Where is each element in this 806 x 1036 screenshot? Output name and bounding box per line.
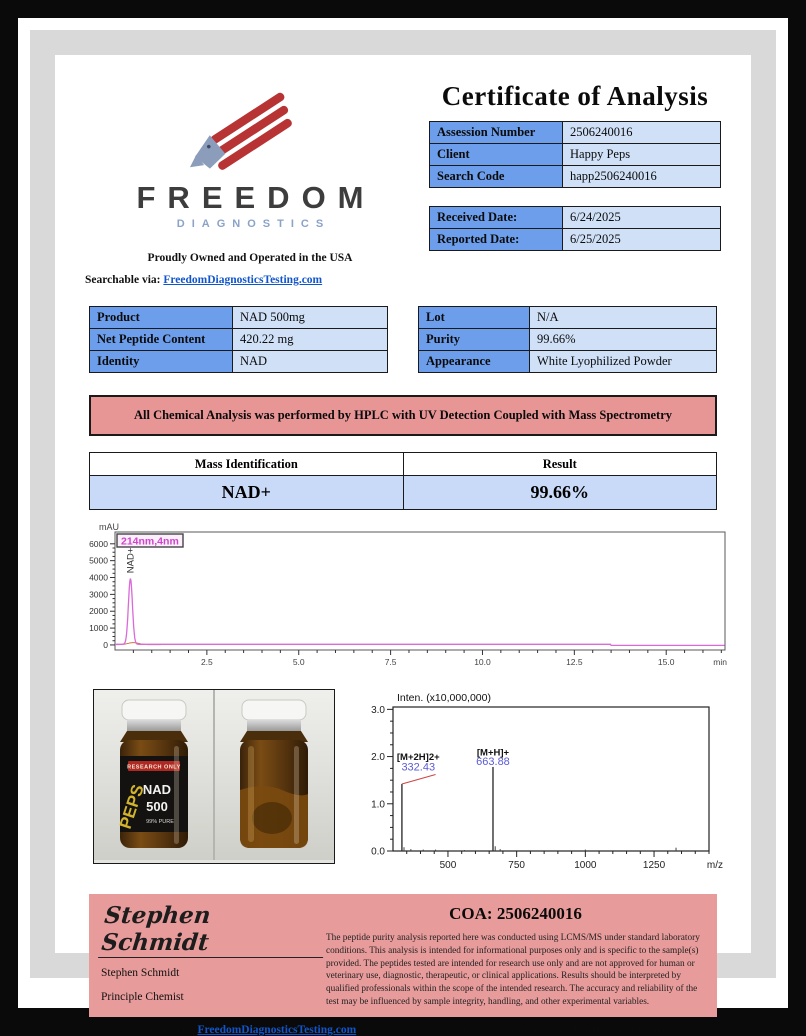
svg-text:mAU: mAU — [99, 522, 119, 532]
vial-product-name: NAD — [142, 782, 172, 797]
table-value-cell: 6/25/2025 — [563, 229, 721, 251]
peak-mz-value: 332.43 — [401, 761, 436, 774]
table-value-cell: 420.22 mg — [233, 329, 388, 351]
signature-column — [101, 902, 326, 1009]
table-value-cell: 6/24/2025 — [563, 207, 721, 229]
svg-text:0.0: 0.0 — [371, 846, 385, 858]
table-label-cell: Net Peptide Content — [90, 329, 233, 351]
mass-spectrum-section — [357, 689, 725, 882]
table-header-row — [90, 453, 717, 476]
svg-text:1.0: 1.0 — [371, 799, 385, 811]
table-label-cell: Search Code — [430, 166, 563, 188]
date-table — [429, 206, 721, 251]
table-row — [419, 351, 717, 373]
table-value-cell: happ2506240016 — [563, 166, 721, 188]
table-label-cell: Appearance — [419, 351, 530, 373]
footer — [85, 1024, 721, 1036]
eagle-logo-icon — [175, 85, 325, 173]
table-value-cell: NAD 500mg — [233, 307, 388, 329]
svg-text:3.0: 3.0 — [371, 704, 385, 716]
table-label-cell: Lot — [419, 307, 530, 329]
svg-text:7.5: 7.5 — [384, 657, 397, 667]
product-tables — [85, 306, 721, 373]
coa-column — [326, 902, 705, 1009]
peak-annotation: [M+2H]2+ — [396, 751, 440, 763]
table-value-cell: N/A — [530, 307, 717, 329]
svg-text:500: 500 — [439, 860, 457, 871]
peak-annotation: [M+H]+ — [476, 747, 510, 759]
hplc-chromatogram — [85, 522, 731, 680]
svg-text:4000: 4000 — [89, 572, 108, 583]
table-value-cell: 99.66% — [530, 329, 717, 351]
detector-label: 214nm,4nm — [121, 535, 179, 548]
mass-spectrum-chart — [357, 689, 725, 877]
gray-frame — [30, 30, 776, 1036]
svg-text:2.0: 2.0 — [371, 752, 385, 764]
peak-mz-value: 663.88 — [476, 756, 510, 769]
table-label-cell: Purity — [419, 329, 530, 351]
result-cell: 99.66% — [403, 476, 717, 510]
table-label-cell: Assession Number — [430, 122, 563, 144]
svg-text:2000: 2000 — [89, 606, 108, 617]
spectrum-title: Inten. (x10,000,000) — [397, 692, 491, 704]
table-row — [419, 329, 717, 351]
chromatogram-section — [85, 522, 727, 685]
handwritten-signature: Stephen Schmidt — [98, 902, 329, 958]
table-value-cell: NAD — [233, 351, 388, 373]
svg-text:12.5: 12.5 — [566, 657, 583, 667]
footer-searchable-label: Searchable via: — [119, 1023, 195, 1036]
table-row — [430, 144, 721, 166]
signer-title: Principle Chemist — [101, 991, 184, 1003]
table-label-cell: Client — [430, 144, 563, 166]
signature-block — [89, 894, 717, 1017]
svg-text:1250: 1250 — [642, 860, 666, 871]
svg-text:1000: 1000 — [574, 860, 597, 871]
lot-table — [418, 306, 717, 373]
table-value-cell: Happy Peps — [563, 144, 721, 166]
table-label-cell: Product — [90, 307, 233, 329]
table-row — [430, 122, 721, 144]
svg-text:5000: 5000 — [89, 555, 108, 566]
table-header-cell: Mass Identification — [90, 453, 404, 476]
logo-block — [85, 81, 415, 286]
vial-photo-graphic — [94, 690, 334, 860]
searchable-line — [85, 274, 415, 286]
table-header-cell: Result — [403, 453, 717, 476]
document-body — [55, 55, 751, 1036]
page-title: Certificate of Analysis — [441, 81, 709, 111]
header-right — [415, 81, 721, 251]
svg-text:6000: 6000 — [89, 538, 108, 549]
signer-name: Stephen Schmidt — [101, 967, 180, 979]
table-row — [90, 329, 388, 351]
footer-searchable — [85, 1024, 390, 1036]
table-row — [430, 229, 721, 251]
tagline: Proudly Owned and Operated in the USA — [147, 252, 353, 264]
svg-text:min: min — [713, 657, 727, 667]
table-label-cell: Reported Date: — [430, 229, 563, 251]
vial-band-text: RESEARCH ONLY — [127, 764, 181, 771]
table-row — [90, 476, 717, 510]
mass-identification-table — [89, 452, 717, 510]
svg-text:m/z: m/z — [706, 860, 723, 871]
table-value-cell: White Lyophilized Powder — [530, 351, 717, 373]
footer-contact: Contact at: Admin@FreedomDiagnostics.net — [445, 1023, 666, 1036]
svg-text:5.0: 5.0 — [292, 657, 305, 667]
brand-subtitle: DIAGNOSTICS — [176, 218, 331, 230]
table-row — [419, 307, 717, 329]
disclaimer-text: The peptide purity analysis reported here was conducted using LCMS/MS under standard laboratory conditions. This analysis is intended for informational purposes only and is specific to the sample(s) provided. The peptides tested are intended for research use only and are not approved for human or veterinary use, diagnostic, therapeutic, or clinical applications. Results should be interpreted by qualified professionals within the scope of the intended research. The accuracy and reliability of the test may be influenced by sample integrity, handling, and other experimental variables. — [326, 933, 700, 1008]
table-row — [90, 351, 388, 373]
evidence-row — [85, 689, 721, 882]
svg-text:1000: 1000 — [89, 623, 108, 634]
svg-text:0: 0 — [103, 639, 108, 650]
coa-number: COA: 2506240016 — [449, 904, 582, 923]
peak-label: NAD+ — [125, 547, 137, 574]
analysis-method-banner: All Chemical Analysis was performed by HPLC with UV Detection Coupled with Mass Spectrometry — [89, 395, 717, 436]
header — [85, 81, 721, 286]
table-row — [90, 307, 388, 329]
svg-text:2.5: 2.5 — [200, 657, 213, 667]
svg-text:15.0: 15.0 — [657, 657, 675, 667]
brand-name: FREEDOM — [136, 180, 376, 215]
vial-watermark-text: PEPS — [115, 782, 148, 832]
table-row — [430, 207, 721, 229]
product-vial-photo — [93, 689, 335, 864]
svg-text:3000: 3000 — [89, 589, 108, 600]
table-row — [430, 166, 721, 188]
svg-text:10.0: 10.0 — [474, 657, 491, 667]
svg-text:750: 750 — [508, 860, 525, 871]
product-table — [89, 306, 388, 373]
table-value-cell: 2506240016 — [563, 122, 721, 144]
footer-searchable-link[interactable]: FreedomDiagnosticsTesting.com — [197, 1023, 357, 1036]
searchable-label: Searchable via: — [85, 274, 161, 286]
table-label-cell: Identity — [90, 351, 233, 373]
vial-purity-text: 99% PURE — [146, 819, 174, 825]
searchable-link[interactable]: FreedomDiagnosticsTesting.com — [163, 274, 323, 286]
mass-id-cell: NAD+ — [90, 476, 404, 510]
id-table — [429, 121, 721, 188]
table-label-cell: Received Date: — [430, 207, 563, 229]
vial-strength: 500 — [146, 799, 168, 814]
paper-sheet — [18, 18, 788, 1036]
